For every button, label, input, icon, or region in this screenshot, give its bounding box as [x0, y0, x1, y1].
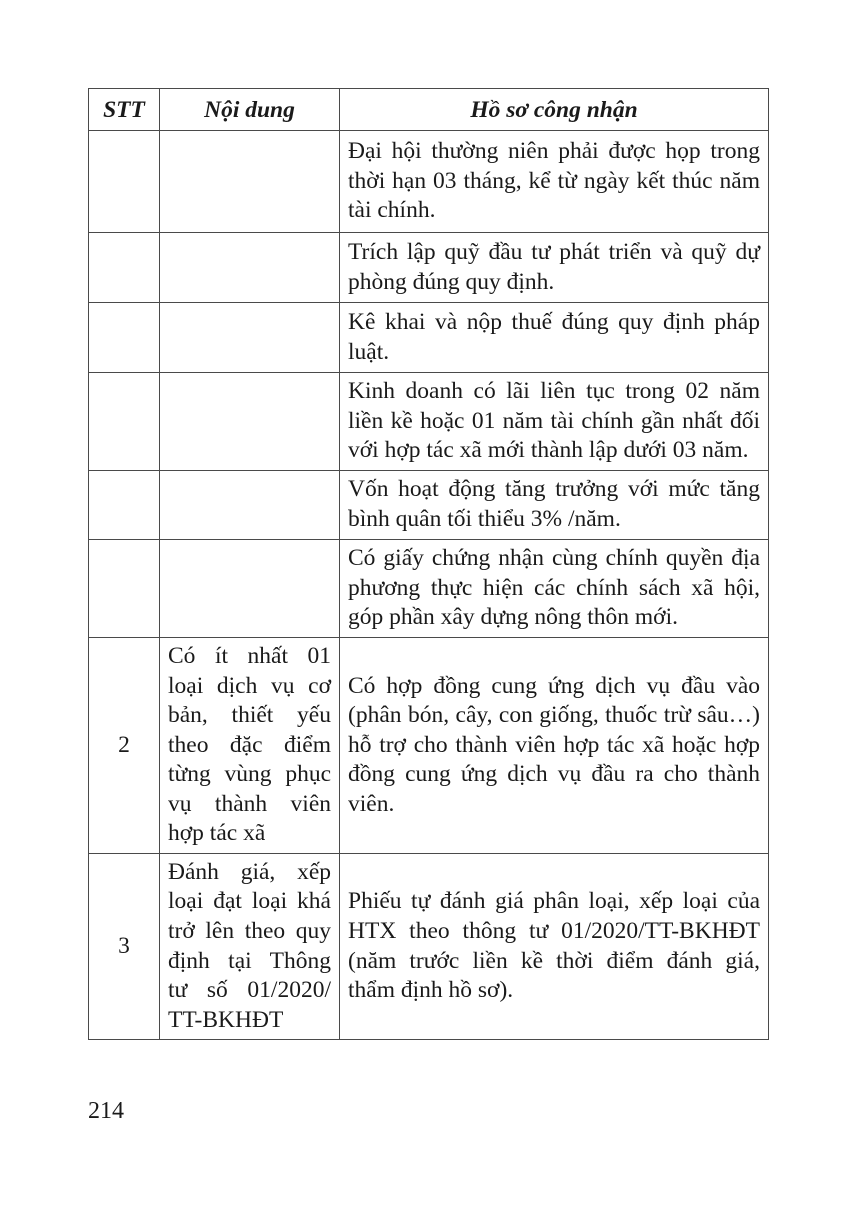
cell-stt — [89, 233, 160, 303]
cell-stt: 3 — [89, 854, 160, 1040]
cell-noi-dung — [160, 471, 340, 540]
cell-ho-so: Phiếu tự đánh giá phân loại, xếp loại của HTX theo thông tư 01/2020/TT-BKHĐT (năm trước liền kề thời điểm đánh giá, thẩm định hồ sơ). — [340, 854, 769, 1040]
page-number: 214 — [88, 1098, 124, 1124]
cell-noi-dung: Đánh giá, xếp loại đạt loại khá trở lên theo quy định tại Thông tư số 01/2020/ TT-BKHĐT — [160, 854, 340, 1040]
criteria-table — [88, 88, 769, 1040]
cell-ho-so: Trích lập quỹ đầu tư phát triển và quỹ dự phòng đúng quy định. — [340, 233, 769, 303]
table-row — [89, 638, 769, 854]
table-row — [89, 471, 769, 540]
cell-stt — [89, 471, 160, 540]
cell-ho-so: Kê khai và nộp thuế đúng quy định pháp luật. — [340, 303, 769, 373]
cell-noi-dung: Có ít nhất 01 loại dịch vụ cơ bản, thiết yếu theo đặc điểm từng vùng phục vụ thành viên hợp tác xã — [160, 638, 340, 854]
cell-stt — [89, 540, 160, 638]
table-row — [89, 373, 769, 471]
cell-stt: 2 — [89, 638, 160, 854]
cell-noi-dung — [160, 540, 340, 638]
table-row — [89, 854, 769, 1040]
header-ho-so: Hồ sơ công nhận — [340, 89, 769, 131]
cell-ho-so: Kinh doanh có lãi liên tục trong 02 năm liền kề hoặc 01 năm tài chính gần nhất đối với hợp tác xã mới thành lập dưới 03 năm. — [340, 373, 769, 471]
cell-ho-so: Đại hội thường niên phải được họp trong thời hạn 03 tháng, kể từ ngày kết thúc năm tài chính. — [340, 131, 769, 233]
table-row — [89, 233, 769, 303]
cell-noi-dung — [160, 131, 340, 233]
table-header-row — [89, 89, 769, 131]
cell-noi-dung — [160, 233, 340, 303]
cell-stt — [89, 373, 160, 471]
cell-noi-dung — [160, 373, 340, 471]
cell-ho-so: Có giấy chứng nhận cùng chính quyền địa phương thực hiện các chính sách xã hội, góp phần xây dựng nông thôn mới. — [340, 540, 769, 638]
header-noi-dung: Nội dung — [160, 89, 340, 131]
header-stt: STT — [89, 89, 160, 131]
table-row — [89, 540, 769, 638]
cell-stt — [89, 303, 160, 373]
cell-stt — [89, 131, 160, 233]
cell-ho-so: Vốn hoạt động tăng trưởng với mức tăng bình quân tối thiểu 3% /năm. — [340, 471, 769, 540]
table-row — [89, 131, 769, 233]
cell-ho-so: Có hợp đồng cung ứng dịch vụ đầu vào (phân bón, cây, con giống, thuốc trừ sâu…) hỗ trợ cho thành viên hợp tác xã hoặc hợp đồng cung ứng dịch vụ đầu ra cho thành viên. — [340, 638, 769, 854]
cell-noi-dung — [160, 303, 340, 373]
table-row — [89, 303, 769, 373]
